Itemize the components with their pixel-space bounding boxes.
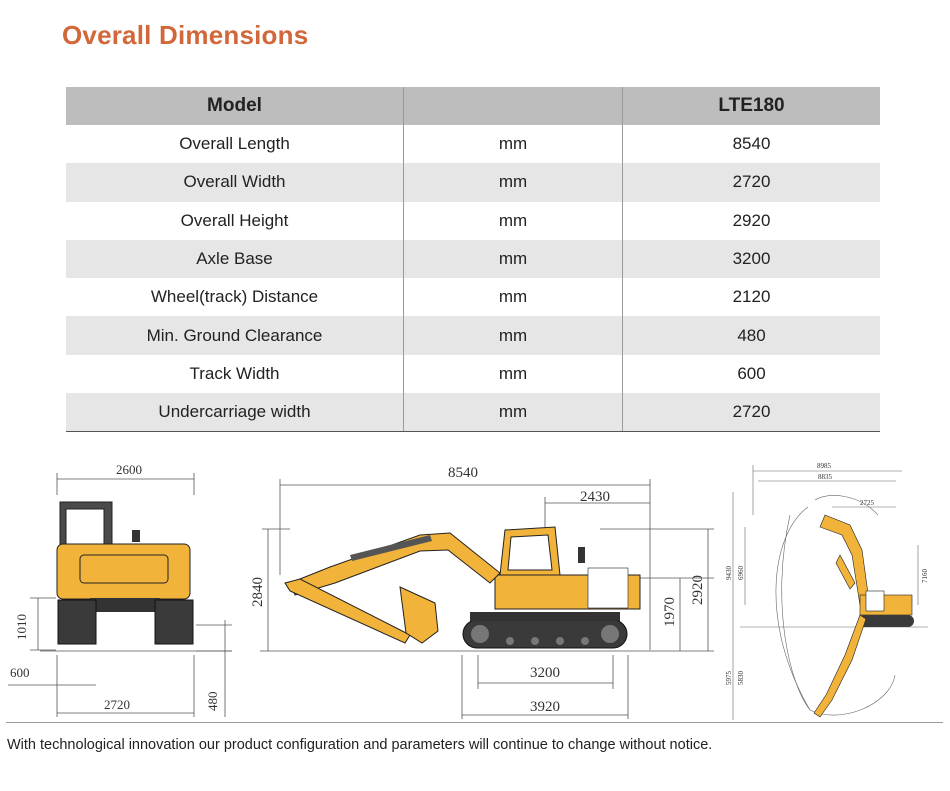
row-value: 8540 xyxy=(623,125,881,163)
front-track-width: 600 xyxy=(10,665,30,680)
table-row xyxy=(66,202,880,240)
work-boom-up xyxy=(820,515,870,608)
side-arm xyxy=(285,579,410,643)
front-view-diagram xyxy=(8,462,232,717)
table-row xyxy=(66,278,880,316)
side-view-diagram xyxy=(250,465,714,719)
dimensions-table xyxy=(66,87,880,432)
range-dig-height: 9430 xyxy=(725,566,733,580)
front-width-bottom: 2720 xyxy=(104,697,130,712)
side-overall-height: 2920 xyxy=(690,575,706,605)
header-unit xyxy=(404,87,623,125)
side-track-length: 3920 xyxy=(530,699,560,715)
range-dig-depth-level: 5830 xyxy=(737,671,745,685)
range-max-reach: 8985 xyxy=(817,462,831,470)
row-unit: mm xyxy=(404,163,623,201)
row-value: 2720 xyxy=(623,393,881,432)
side-boom xyxy=(290,533,500,595)
range-dig-depth: 5975 xyxy=(725,671,733,685)
table-row xyxy=(66,316,880,354)
table-row xyxy=(66,355,880,393)
page-title: Overall Dimensions xyxy=(62,20,309,50)
header-model-name: LTE180 xyxy=(623,87,881,125)
table-row xyxy=(66,393,880,432)
row-value: 480 xyxy=(623,316,881,354)
front-track-height: 1010 xyxy=(14,614,29,640)
range-tail-height: 7160 xyxy=(921,569,929,583)
front-track-right xyxy=(155,600,193,644)
row-label: Undercarriage width xyxy=(66,393,404,432)
working-range-diagram xyxy=(725,462,929,720)
row-label: Axle Base xyxy=(66,240,404,278)
row-label: Track Width xyxy=(189,363,280,383)
row-value: 2920 xyxy=(623,202,881,240)
front-body xyxy=(57,544,190,599)
table-row xyxy=(66,240,880,278)
dimension-drawings xyxy=(0,455,950,725)
row-value: 2120 xyxy=(623,278,881,316)
table-row xyxy=(66,125,880,163)
front-track-left xyxy=(58,600,96,644)
row-unit: mm xyxy=(404,355,623,393)
row-value: 600 xyxy=(623,355,881,393)
row-label: Overall Height xyxy=(180,210,289,230)
row-label: Min. Ground Clearance xyxy=(66,316,404,354)
row-label: Overall Length xyxy=(179,134,290,154)
row-unit: mm xyxy=(404,240,623,278)
row-unit: mm xyxy=(404,316,623,354)
side-boom-height: 2840 xyxy=(250,577,266,607)
row-value: 2720 xyxy=(623,163,881,201)
range-dump-height: 6960 xyxy=(737,566,745,580)
table-row xyxy=(66,163,880,201)
row-value: 3200 xyxy=(623,240,881,278)
row-label: Wheel(track) Distance xyxy=(150,287,319,307)
row-unit: mm xyxy=(404,125,623,163)
footer-divider xyxy=(6,722,943,723)
range-reach-ground: 8835 xyxy=(818,473,832,481)
front-ground-clearance: 480 xyxy=(205,691,220,711)
side-cab-height: 1970 xyxy=(662,597,678,627)
row-unit: mm xyxy=(404,278,623,316)
side-axle-base: 3200 xyxy=(530,665,560,681)
row-unit: mm xyxy=(404,393,623,432)
range-min-radius: 2725 xyxy=(860,499,874,507)
row-unit: mm xyxy=(404,202,623,240)
disclaimer-text: With technological innovation our product configuration and parameters will continue to change without notice. xyxy=(7,737,713,753)
front-width-top: 2600 xyxy=(116,462,142,477)
table-header-row xyxy=(66,87,880,125)
side-overall-length: 8540 xyxy=(448,465,478,481)
work-boom-down xyxy=(814,615,866,717)
side-tail-length: 2430 xyxy=(580,489,610,505)
header-model: Model xyxy=(66,87,404,125)
row-label: Overall Width xyxy=(66,163,404,201)
